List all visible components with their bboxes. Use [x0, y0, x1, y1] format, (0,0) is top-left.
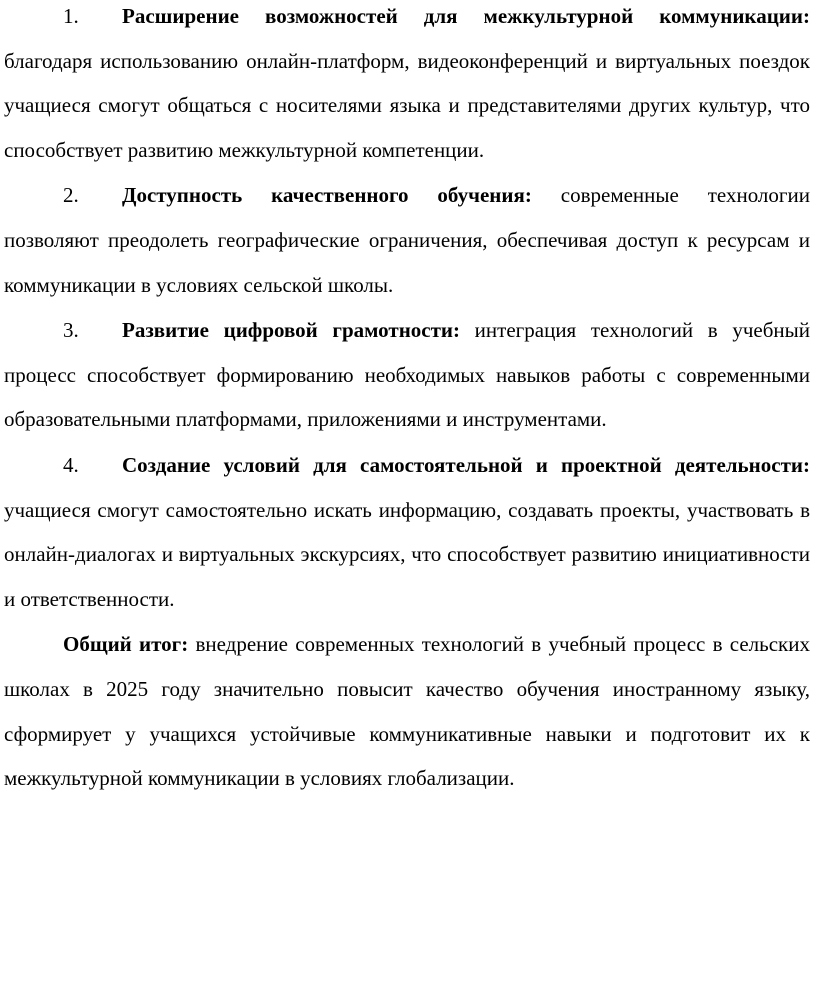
item-text: интеграция технологий в учебный процесс способствует формированию необходимых навыков работы с современными образовательными платформами, приложениями и инструментами. — [4, 318, 810, 432]
list-item — [4, 173, 810, 307]
item-number: 2. — [63, 183, 79, 208]
summary-paragraph — [4, 622, 810, 800]
item-text: современные технологии позволяют преодолеть географические ограничения, обеспечивая доступ к ресурсам и коммуникации в условиях сельской школы. — [4, 183, 810, 297]
item-number: 1. — [63, 4, 79, 28]
list-item — [4, 443, 810, 621]
summary-text: внедрение современных технологий в учебный процесс в сельских школах в 2025 году значительно повысит качество обучения иностранному языку, сформирует у учащихся устойчивые коммуникативные навыки и подготовит их к межкультурной коммуникации в условиях глобализации. — [4, 632, 810, 791]
summary-title: Общий итог: — [63, 632, 189, 657]
item-number: 4. — [63, 452, 79, 477]
item-text: благодаря использованию онлайн-платформ, видеоконференций и виртуальных поездок учащиеся смогут общаться с носителями языка и представителями других культур, что способствует развитию межкультурной компетенции. — [4, 48, 810, 162]
item-number: 3. — [63, 318, 79, 343]
list-item — [4, 0, 810, 172]
item-title: Расширение возможностей для межкультурной коммуникации: — [122, 4, 810, 28]
item-title: Развитие цифровой грамотности: — [122, 318, 461, 343]
item-text: учащиеся смогут самостоятельно искать информацию, создавать проекты, участвовать в онлайн-диалогах и виртуальных экскурсиях, что способствует развитию инициативности и ответственности. — [4, 497, 810, 611]
item-title: Доступность качественного обучения: — [122, 183, 532, 208]
list-item — [4, 308, 810, 442]
item-title: Создание условий для самостоятельной и проектной деятельности: — [122, 452, 810, 477]
